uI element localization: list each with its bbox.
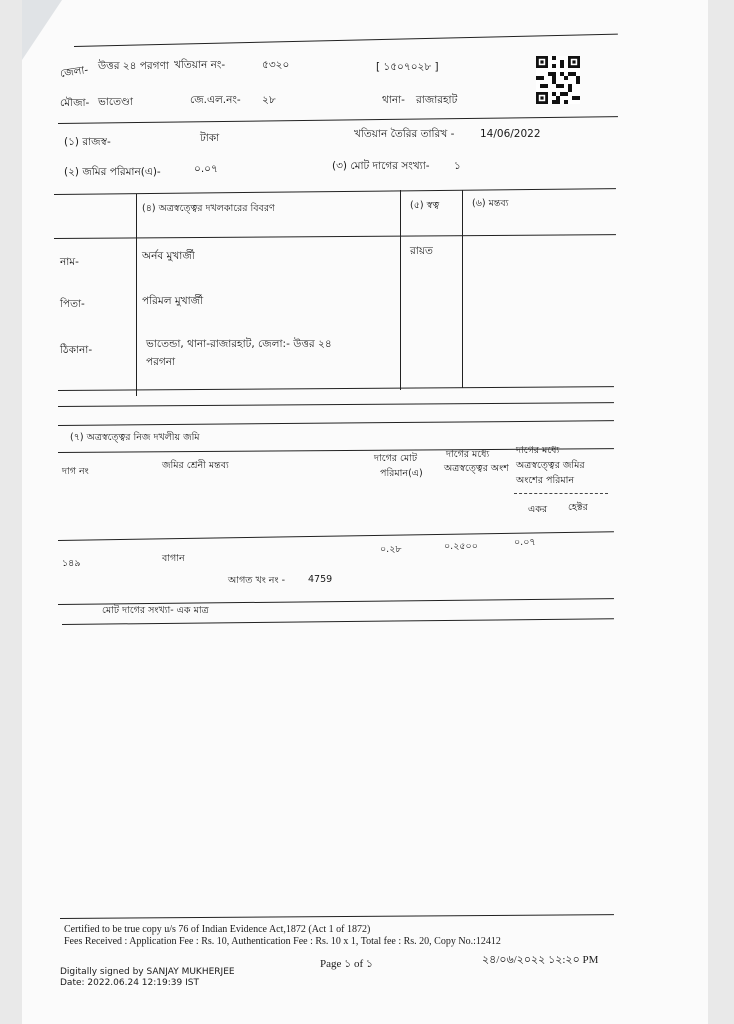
name-label: নাম- <box>60 256 79 268</box>
row-land-class: বাগান <box>162 553 185 564</box>
header-bottom-rule <box>58 116 618 124</box>
land-class-header: জমির শ্রেনী মন্তব্য <box>162 460 229 471</box>
document-page <box>22 0 708 1024</box>
owner-table-divider-1b <box>136 238 137 396</box>
land-share-header-1: দাগের মধ্যে <box>516 445 560 456</box>
owner-right: রায়ত <box>410 245 433 257</box>
row-total-area: ০.২৮ <box>380 544 402 555</box>
signature-date-line: Date: 2022.06.24 12:19:39 IST <box>60 978 199 988</box>
jl-number: ২৮ <box>262 94 276 106</box>
owner-table-bottom-rule <box>58 386 614 391</box>
land-section-title: (৭) অত্রস্বত্ত্বের নিজ দখলীয় জমি <box>70 432 200 443</box>
land-area-label: (২) জমির পরিমান(এ)- <box>64 166 161 178</box>
thana-value: রাজারহাট <box>416 94 458 106</box>
district-label: জেলা- <box>59 64 89 80</box>
created-date: 14/06/2022 <box>480 128 541 140</box>
certification-line: Certified to be true copy u/s 76 of Indian Evidence Act,1872 (Act 1 of 1872) <box>64 924 371 935</box>
land-share-header-3: অংশের পরিমান <box>516 475 575 486</box>
col5-header: (৫) স্বত্ব <box>410 200 440 211</box>
created-label: খতিয়ান তৈরির তারিখ - <box>354 128 455 140</box>
col6-header: (৬) মন্তব্য <box>472 198 509 209</box>
print-datetime: ২৪/০৬/২০২২ ১২:২০ PM <box>482 954 599 966</box>
land-area-value: ০.০৭ <box>194 163 218 175</box>
unit-acre: একর <box>528 504 548 515</box>
page-number: Page ১ of ১ <box>320 958 374 970</box>
row-plot-no: ১৪৯ <box>62 558 81 569</box>
mouza-label: মৌজা- <box>60 97 90 109</box>
owner-table-divider-3 <box>462 190 463 388</box>
page-fold-shadow <box>22 0 62 60</box>
owner-table-divider-1 <box>136 194 137 238</box>
share-header-1: দাগের মধ্যে <box>446 449 490 460</box>
khatian-number: ৫৩২০ <box>262 59 290 71</box>
revenue-label: (১) রাজস্ব- <box>64 136 111 148</box>
thana-label: থানা- <box>382 94 405 106</box>
mouza-value: ভাতেণ্ডা <box>98 96 133 108</box>
total-area-header-2: পরিমান(এ) <box>380 468 423 479</box>
summary-top-rule <box>58 598 614 605</box>
row-share: ০.২৫০০ <box>444 541 478 552</box>
plot-count-value: ১ <box>454 160 461 172</box>
share-header-2: অত্রস্বত্ত্বের অংশ <box>444 463 509 474</box>
address-line-2: পরগনা <box>146 356 176 368</box>
fees-line: Fees Received : Application Fee : Rs. 10, Authentication Fee : Rs. 10 x 1, Total fee : Rs. 20, Copy No.:12412 <box>64 936 501 947</box>
summary-bottom-rule <box>62 618 614 625</box>
plot-count-label: (৩) মোট দাগের সংখ্যা- <box>332 160 430 172</box>
unit-separator <box>514 493 608 495</box>
bracket-number: [ ১৫০৭০২৮ ] <box>376 61 439 73</box>
inward-label: আগত খং নং - <box>228 575 286 586</box>
owner-table-double-rule <box>58 402 614 407</box>
row-land-share: ০.০৭ <box>514 537 536 548</box>
header-top-rule <box>74 34 618 47</box>
father-name: পরিমল মুখার্জী <box>142 295 204 307</box>
plot-summary: মোট দাগের সংখ্যা- এক মাত্র <box>102 605 209 616</box>
owner-name: অর্নব মুখার্জী <box>142 250 195 262</box>
col4-header: (৪) অত্রস্বত্ত্বের দখলকারের বিবরণ <box>142 203 275 214</box>
total-area-header-1: দাগের মোট <box>374 453 418 464</box>
address-label: ঠিকানা- <box>60 344 93 356</box>
digital-signature-line: Digitally signed by SANJAY MUKHERJEE <box>60 967 235 977</box>
jl-label: জে.এল.নং- <box>190 94 241 106</box>
revenue-unit: টাকা <box>200 132 220 144</box>
unit-hectare: হেক্টর <box>568 502 588 513</box>
footer-rule <box>60 914 614 919</box>
plot-no-header: দাগ নং <box>62 466 89 477</box>
qr-code <box>536 56 580 104</box>
owner-table-divider-2 <box>400 190 401 390</box>
owner-table-header-rule <box>54 234 616 239</box>
district-value: উত্তর ২৪ পরগণা <box>98 60 169 72</box>
father-label: পিতা- <box>60 298 85 310</box>
land-section-top-rule <box>58 420 614 426</box>
khatian-label: খতিয়ান নং- <box>174 59 226 71</box>
address-line-1: ভাতেন্ডা, থানা-রাজারহাট, জেলা:- উত্তর ২৪ <box>146 338 332 350</box>
inward-number: 4759 <box>308 574 333 585</box>
owner-table-top-rule <box>54 188 616 195</box>
land-share-header-2: অত্রস্বত্ত্বের জমির <box>516 460 585 471</box>
